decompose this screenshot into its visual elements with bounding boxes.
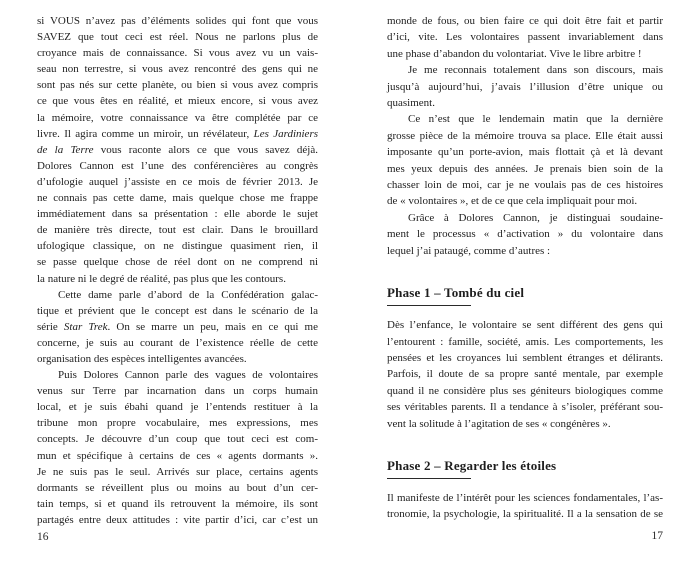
text-line: quand il ne considère plus ses géniteurs biologiques comme: [387, 384, 663, 397]
text-line: organisation des espèces intelligentes avancées.: [37, 352, 247, 365]
right-page: [387, 13, 663, 542]
text-line: Il manifeste de l’intérêt pour les sciences fondamentales, l’as-: [387, 491, 663, 504]
text-line: venus sur Terre par incarnation dans un corps humain: [37, 385, 318, 398]
text-line: mun et spécifique à certains de ces « agents dormants ».: [37, 449, 318, 462]
page-number-right: 17: [651, 529, 663, 542]
paragraph: [387, 111, 663, 209]
text-line: [37, 142, 318, 158]
section-heading: [387, 457, 663, 479]
text-line: la nature ni le degré de réalité, pas plus que les contours.: [37, 272, 286, 285]
section-heading-text: Phase 2 – Regarder les étoiles: [387, 457, 557, 473]
text-line: tique et prévient que le concept est dans le scénario de la: [37, 304, 318, 317]
text-line: Ce n’est que le lendemain matin que la dernière: [408, 113, 663, 126]
text-line: immédiatement dans sa présentation : elle aborde le sujet: [37, 208, 318, 221]
left-page: [37, 13, 318, 543]
text-line: si VOUS n’avez pas d’éléments solides qui font que vous: [37, 15, 318, 27]
text-line: seau non terrestre, si vous avez rencontré des gens qui ne: [37, 63, 318, 76]
text-line: pensées et les croyances lui semblent étranges et délirants.: [387, 351, 663, 364]
italic-text-segment: de la Terre: [37, 143, 94, 156]
text-line: concepts. Je découvre d’un coup que tout ceci est com-: [37, 433, 318, 446]
italic-text-segment: Star Trek: [63, 320, 108, 333]
text-line: local, et je suis ébahi quand je l’entends restituer à la: [37, 401, 318, 414]
text-line: Grâce à Dolores Cannon, je distinguai soudaine-: [408, 211, 663, 224]
text-line: ment le processus « d’activation » du volontaire dans: [387, 228, 663, 241]
text-line: Parfois, il doute de sa propre santé mentale, par exemple: [387, 368, 663, 381]
text-line: chasser loin de moi, car je ne voulais pas de ces histoires: [387, 179, 663, 192]
text-line: sont pas nés sur cette planète, ou bien si vous avez compris: [37, 79, 318, 92]
paragraph: [387, 13, 663, 62]
paragraph: [387, 490, 663, 523]
text-line: partagés entre deux attitudes : vite partir d’ici, car c’est un: [37, 513, 318, 526]
text-line: croyance mais de connaissance. Si vous avez vu un vais-: [37, 47, 318, 60]
text-line: une phase d’abandon du volontariat. Vive le libre arbitre !: [387, 47, 642, 60]
text-line: Je me reconnais totalement dans son discours, mais: [408, 64, 663, 77]
text-line: ufologique classique, on ne distingue quasiment rien, il: [37, 240, 318, 253]
text-line: d’ici, vite. Les volontaires passent invariablement dans: [387, 31, 663, 44]
text-line: imposante qu’un porte-avion, mais flottait çà et là devant: [387, 146, 663, 159]
text-line: grosse pièce de la mémoire trouva sa place. Elle était aussi: [387, 129, 663, 142]
text-segment: . On se marre un peu, mais en ce qui me: [107, 320, 318, 333]
text-line: vent la solitude à l’agitation de ses « congénères ».: [387, 417, 611, 430]
heading-rule: [387, 478, 471, 479]
text-line: monde de fous, ou bien faire ce qui doit être fait et partir: [387, 15, 663, 27]
text-line: concerne, je suis au courant de l’existence réelle de cette: [37, 336, 318, 349]
text-segment: livre. Il agira comme un miroir, un révélateur,: [37, 127, 254, 140]
page-number-left: 16: [37, 531, 49, 543]
paragraph: [37, 13, 318, 287]
text-line: l’entourent : famille, société, amis. Les comportements, les: [387, 335, 663, 348]
text-line: lequel j’ai pataugé, comme d’autres :: [387, 244, 551, 257]
text-line: Dès l’enfance, le volontaire se sent différent des gens qui: [387, 319, 663, 332]
text-line: de manière très directe, tout est clair. Dans le brouillard: [37, 224, 318, 237]
text-line: ce que vous êtes en réalité, et mieux encore, si vous avez: [37, 95, 318, 108]
text-line: de « volontaires », et de ce que cela impliquait pour moi.: [387, 195, 638, 208]
text-line: tain temps, si et quand ils retrouvent la mémoire, ils sont: [37, 497, 318, 510]
paragraph: [37, 367, 318, 528]
text-line: mes yeux depuis des années. Je prenais bien soin de la: [387, 162, 663, 175]
section-heading: [387, 284, 663, 306]
text-line: quasiment.: [387, 97, 435, 110]
text-line: se passe quelque chose de réel dont on ne comprend ni: [37, 256, 318, 269]
paragraph: [387, 317, 663, 432]
paragraph: [37, 287, 318, 367]
left-page-body: [37, 13, 318, 528]
text-line: d’ufologie auquel j’assiste en ce mois de février 2013. Je: [37, 175, 318, 188]
section-heading-text: Phase 1 – Tombé du ciel: [387, 285, 525, 301]
italic-text-segment: Les Jardiniers: [253, 127, 318, 140]
text-line: tronomie, la psychologie, la spiritualité. Il a la sensation de se: [387, 508, 663, 521]
right-page-body: [387, 13, 663, 523]
text-segment: vous raconte alors ce que vous savez déjà.: [93, 143, 318, 156]
text-line: jusqu’à aujourd’hui, j’avais l’illusion d’être unique ou: [387, 80, 663, 93]
text-segment: série: [37, 320, 64, 333]
text-line: Je ne suis pas le seul. Arrivés sur place, certains agents: [37, 465, 318, 478]
text-line: dormants se réveillent plus ou moins au bout d’un cer-: [37, 481, 318, 494]
text-line: ses véritables parents. Il a tendance à s’isoler, préférant sou-: [387, 401, 663, 414]
text-line: Puis Dolores Cannon parle des vagues de volontaires: [58, 369, 318, 382]
text-line: Cette dame parle d’abord de la Confédération galac-: [58, 288, 318, 301]
text-line: SAVEZ que tout ceci est réel. Nous ne parlons plus de: [37, 31, 318, 44]
heading-rule: [387, 305, 471, 306]
text-line: [37, 126, 318, 142]
paragraph: [387, 210, 663, 259]
text-line: [37, 319, 318, 335]
text-line: tribune mon propre vocabulaire, mes expressions, mes: [37, 417, 318, 430]
text-line: Dolores Cannon est l’une des conférencières au congrès: [37, 159, 318, 172]
text-line: ne connais pas cette dame, mais quelque chose me frappe: [37, 192, 318, 205]
text-line: la mémoire, votre connaissance va être complétée par ce: [37, 111, 318, 124]
paragraph: [387, 62, 663, 111]
